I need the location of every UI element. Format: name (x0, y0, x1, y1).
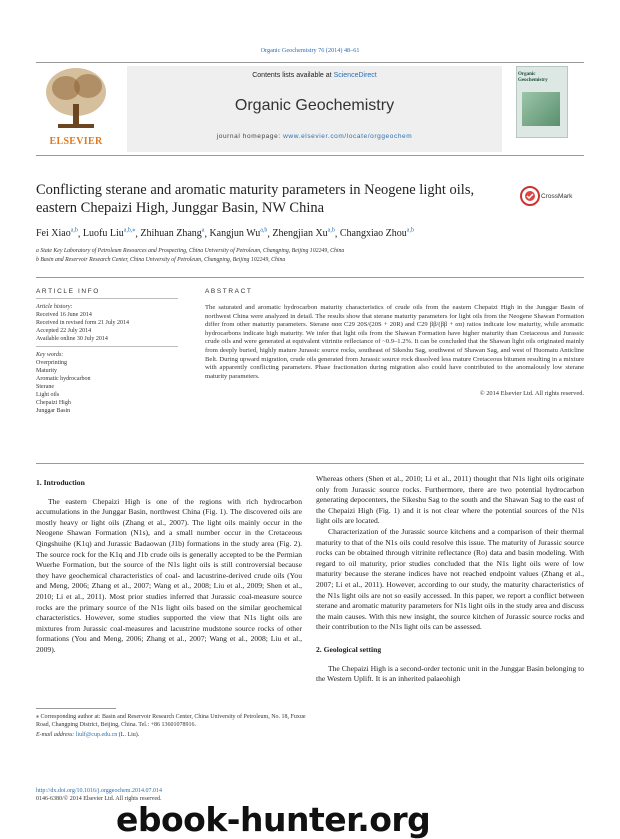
article-title: Conflicting sterane and aromatic maturity parameters in Neogene light oils, eastern Chepaizi High, Junggar Basin, NW China (36, 182, 475, 216)
author[interactable]: Luofu Liu$^{a,b,⁎}$ (82, 228, 136, 240)
section-heading: 1. Introduction (36, 478, 85, 487)
author-list: Fei Xiao$^{a,b}$, Luofu Liu$^{a,b,⁎}$, Zhihuan Zhang$^a$, Kangjun Wu$^{a,b}$, Zhengjian Xu$^{a,b}$, Changxiao Zhou$^{a,b}$ (36, 228, 414, 240)
abstract-copyright: © 2014 Elsevier Ltd. All rights reserved. (479, 390, 584, 398)
history-item: Received in revised form 21 July 2014 (36, 320, 129, 326)
paragraph: Characterization of the Jurassic source kitchens and a comparison of their thermal maturity to that of the N1s oils could resolve this issue. The maturity of Jurassic source rocks can be obtained through vitrinite reflectance (Ro) data and basin modeling. With regard to oil maturity, prior studies concluded that the N1s light oils were of low maturity because the sterane indices have not reached endpoint values (Zhang et al., 2007; Li et al., 2011). However, according to our study, the maturity characteristics of the N1s light oils are not so easily accessed. In this paper, we report a conflict between sterane and aromatic maturity parameters for N1s light oils in the study area and discuss the main causes. With this new insight, the source kitchen of Jurassic source rocks and their contribution to the N1s light oils can be assessed. (316, 526, 584, 632)
elsevier-wordmark: ELSEVIER (49, 136, 103, 147)
keywords-label: Key words: (36, 352, 64, 358)
author[interactable]: Zhihuan Zhang$^a$ (140, 228, 205, 240)
journal-homepage (127, 133, 502, 140)
crossmark-icon[interactable] (520, 186, 540, 206)
footnote-rule (36, 708, 116, 709)
right-column (316, 474, 584, 685)
email-suffix: (L. Liu). (118, 731, 140, 738)
journal-name: Organic Geochemistry (234, 97, 395, 114)
journal-reference[interactable]: Organic Geochemistry 76 (2014) 48–61 (260, 47, 360, 54)
divider (36, 298, 178, 299)
doi-link[interactable]: http://dx.doi.org/10.1016/j.orggeochem.2014.07.014 (36, 788, 162, 794)
history-label: Article history: (36, 304, 73, 310)
abstract-text: The saturated and aromatic hydrocarbon maturity characteristics of crude oils from the eastern Chepaizi High in the Junggar Basin of northwest China were analyzed in detail. The results show that sterane maturity parameters for light oils from the Neogene Shawan Formation differ from other maturity parameters. Sterane ααα C29 20S/(20S + 20R) and C29 ββ/(ββ + αα) ratios indicate low maturity, while aromatic hydrocarbons indicate high maturity. We infer that light oils from the Shawan Formation have higher maturity than Cretaceous and Jurassic crude oils and were generated at equivalent vitrinite reflectance of ~0.9–1.2%. It can be concluded that the Shawan light oils originated mainly from deeply buried, highly mature Jurassic source rocks, southeast of Sikeshu Sag, southwest of Shawan Sag, and west of Huomatu Anticline Belt. During upward migration, crude oils generated from Jurassic source rock dissolved less mature Cretaceous bitumen resulting in a mixture with apparently conflicting parameters. Phase fractionation during migration also could have contributed to the anomalously low sterane maturity parameters. (205, 304, 584, 380)
contents-line (127, 72, 502, 79)
abstract-heading: ABSTRACT (205, 288, 253, 295)
history-item: Available online 30 July 2014 (36, 336, 108, 342)
article-info (36, 288, 178, 415)
contents-prefix: Contents lists available at (252, 72, 334, 79)
history-item: Accepted 22 July 2014 (36, 328, 92, 334)
sciencedirect-link[interactable]: ScienceDirect (333, 72, 377, 79)
watermark: ebook-hunter.org (116, 800, 431, 839)
section-heading: 2. Geological setting (316, 644, 382, 654)
keyword: Overprinting (36, 360, 67, 366)
corresponding-author-text: ⁎ Corresponding author at: Basin and Reservoir Research Center, China University of Petroleum, No. 18, Fuxue Road, Changping District, Beijing, China. Tel.: +86 13601078916. (36, 714, 306, 728)
article-info-heading: ARTICLE INFO (36, 288, 100, 295)
homepage-prefix: journal homepage: (216, 133, 284, 140)
keyword: Maturity (36, 368, 57, 374)
issn-line: 0146-6380/© 2014 Elsevier Ltd. All rights reserved. (36, 795, 162, 802)
paragraph: The eastern Chepaizi High is one of the regions with rich hydrocarbon accumulations in the Junggar Basin, northwest China (Fig. 1). The discovered oils are mostly heavy or light oils (Zhang et al., 2007). The light oils mainly occur in the Neogene Shawan Formation (N1s), and a small number occur in the Cretaceous Qingshuihe (K1q) and Jurassic Badaowan (J1b) formations in the study area (Fig. 2). The source rock for the K1q and J1b crude oils is generally accepted to be the Permian Wuerhe Formation, but the source of the N1s light oils is still controversial because they have geochemical characteristics of coal- and lacustrine-derived crude oils (You and Meng, 2006; Zhang et al., 2007; Wang et al., 2008; Liu et al., 2009; Shen et al., 2010; Li et al., 2011). Most prior studies inferred that Jurassic coal-measure source rocks are the primary source of the N1s light oils based on the similar geochemical characteristics. However, some studies supported the view that N1s light oils are mixtures from Jurassic coal-measures and lacustrine mudstone source rocks of other formations (You and Meng, 2006; Zhang et al., 2007; Wang et al., 2008; Liu et al., 2009). (36, 496, 302, 654)
author[interactable]: Fei Xiao$^{a,b}$ (36, 228, 78, 240)
paragraph: The Chepaizi High is a second-order tectonic unit in the Junggar Basin belonging to the Western Uplift. It is an inherited palaeohigh (316, 663, 584, 684)
crossmark-label[interactable]: CrossMark (541, 193, 573, 200)
affiliation-b: b Basin and Reservoir Research Center, China University of Petroleum, Changping, Beijing 102249, China (36, 257, 286, 263)
abstract (205, 288, 584, 397)
history-item: Received 16 June 2014 (36, 312, 92, 318)
left-column (36, 478, 302, 656)
email-label: E-mail address: (36, 731, 75, 738)
author[interactable]: Kangjun Wu$^{a,b}$ (209, 228, 268, 240)
elsevier-tree-logo (36, 64, 116, 136)
homepage-link[interactable]: www.elsevier.com/locate/orggeochem (283, 133, 413, 140)
divider (36, 277, 584, 278)
cover-title: Organic Geochemistry (518, 72, 548, 83)
keyword: Chepaizi High (36, 400, 71, 406)
paragraph: Whereas others (Shen et al., 2010; Li et al., 2011) thought that N1s light oils originate only from Jurassic source rocks. Furthermore, there are two potential hydrocarbon generating depocenters, the Sikeshu Sag to the south and the Shawan Sag to the east of the Chepaizi High (Fig. 1) and it is not clear where the potential sources of the N1s light oils are located. (316, 474, 584, 526)
email-link[interactable]: liulf@cup.edu.cn (75, 731, 118, 738)
keyword: Sterane (36, 384, 54, 390)
affiliation-a: a State Key Laboratory of Petroleum Resources and Prospecting, China University of Petroleum, Changping, Beijing 102249, China (36, 248, 345, 254)
author[interactable]: Changxiao Zhou$^{a,b}$ (339, 228, 414, 240)
divider (36, 463, 584, 464)
divider (36, 346, 178, 347)
cover-art (522, 92, 560, 126)
corresponding-author-note (36, 714, 306, 739)
author[interactable]: Zhengjian Xu$^{a,b}$ (272, 228, 335, 240)
keyword: Light oils (36, 392, 60, 398)
keyword: Aromatic hydrocarbon (36, 376, 91, 382)
keyword: Junggar Basin (36, 408, 71, 414)
